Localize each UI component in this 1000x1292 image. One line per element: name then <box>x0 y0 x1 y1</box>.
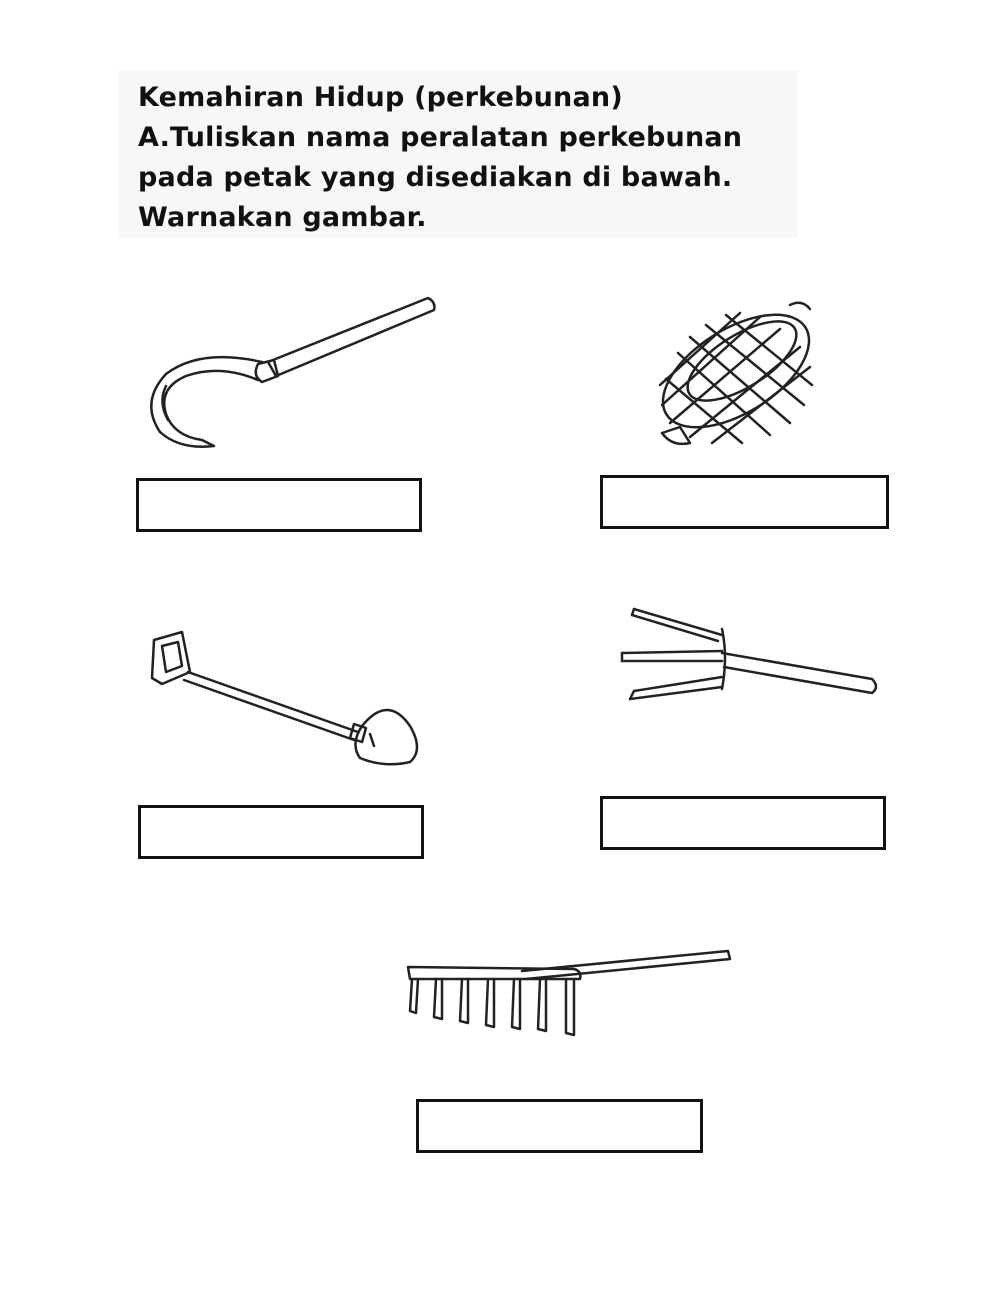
instructions-block <box>118 70 798 238</box>
answer-box-basket[interactable] <box>600 475 889 529</box>
basket-icon <box>650 295 820 455</box>
sickle-icon <box>140 290 440 455</box>
worksheet-title: Kemahiran Hidup (perkebunan) <box>138 82 623 113</box>
shovel-icon <box>148 628 423 773</box>
instruction-line-3: Warnakan gambar. <box>138 202 427 233</box>
answer-box-shovel[interactable] <box>138 805 424 859</box>
rake-icon <box>402 945 734 1040</box>
answer-box-rake[interactable] <box>416 1099 703 1153</box>
garden-fork-icon <box>618 605 880 705</box>
instruction-line-1: A.Tuliskan nama peralatan perkebunan <box>138 122 743 153</box>
answer-box-sickle[interactable] <box>136 478 422 532</box>
answer-box-garden-fork[interactable] <box>600 796 886 850</box>
instruction-line-2: pada petak yang disediakan di bawah. <box>138 162 733 193</box>
